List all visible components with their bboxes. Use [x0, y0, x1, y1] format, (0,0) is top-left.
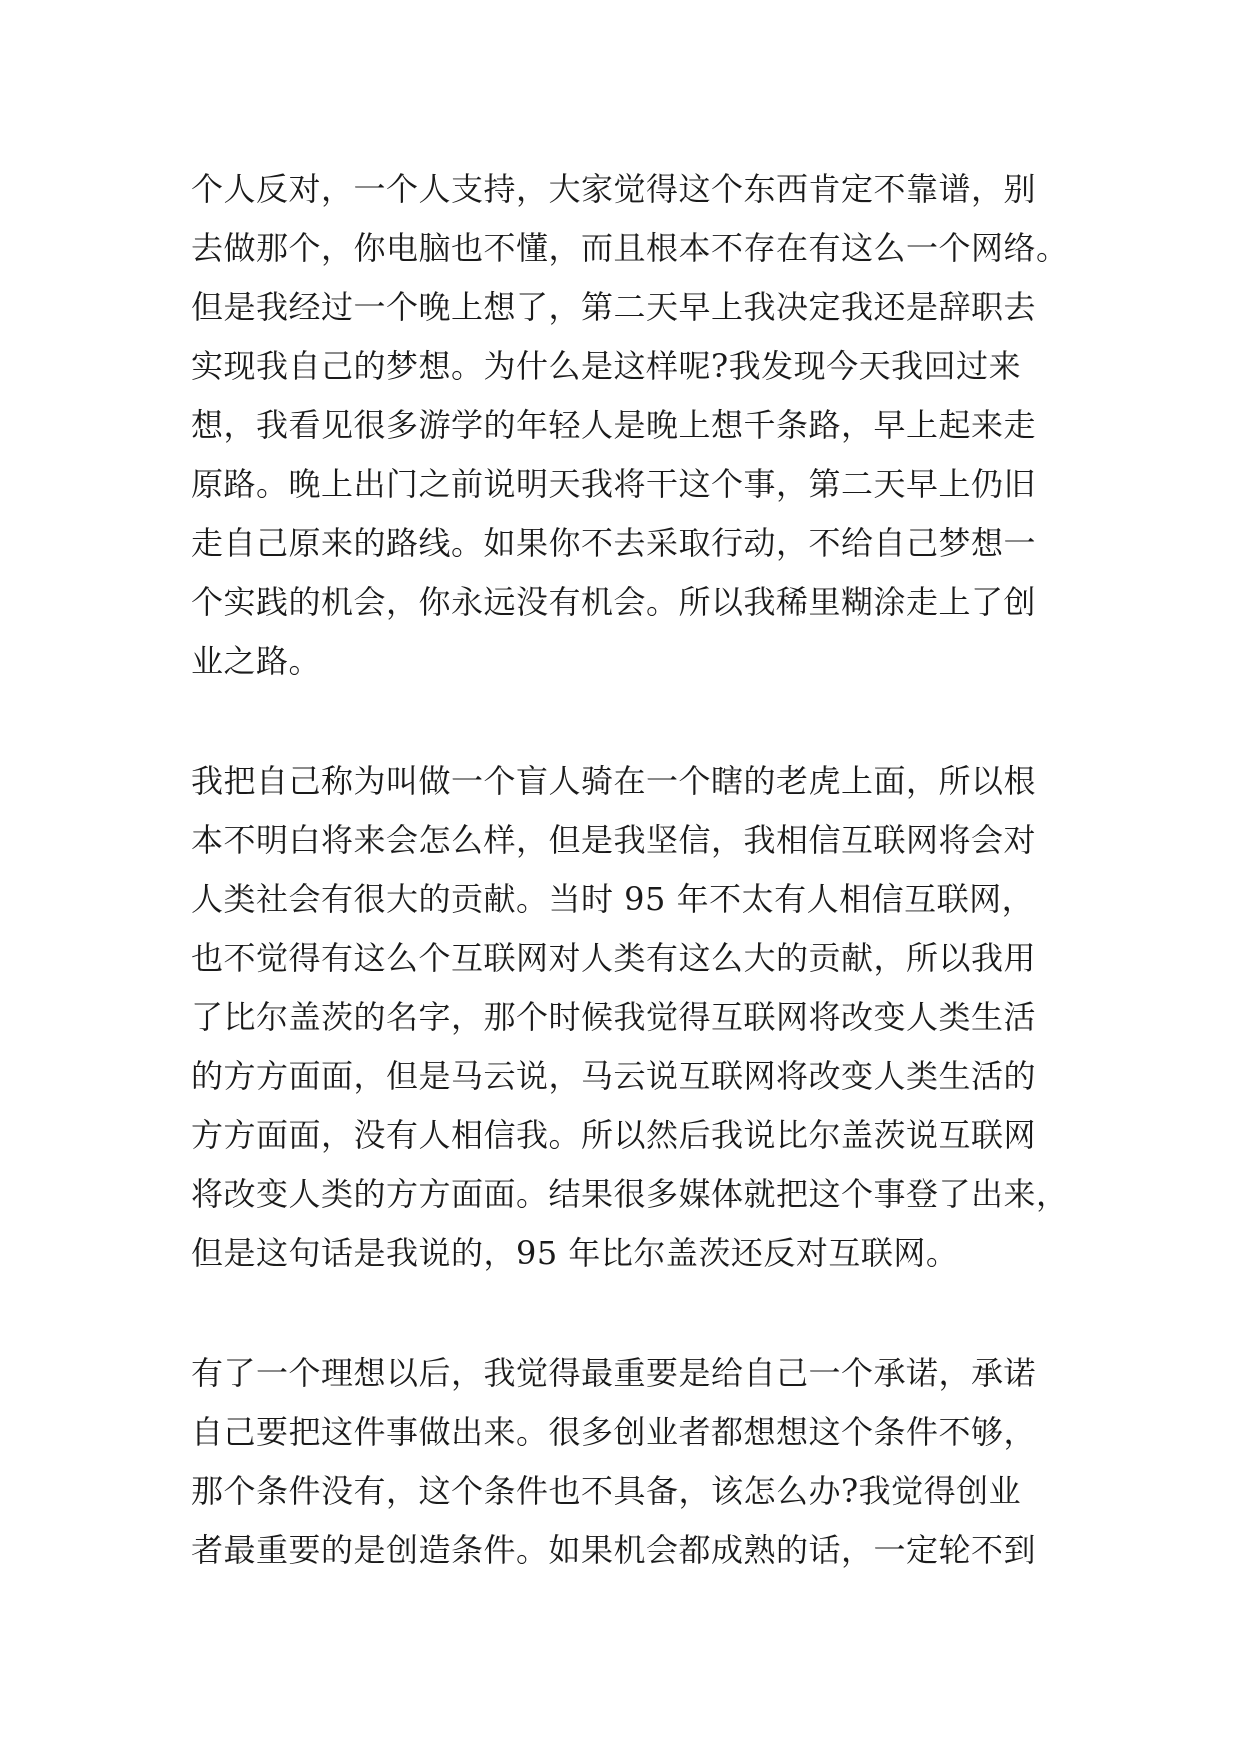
paragraph-gap	[191, 691, 1071, 752]
text-line: 也不觉得有这么个互联网对人类有这么大的贡献，所以我用	[191, 939, 1037, 977]
text-line: 走自己原来的路线。如果你不去采取行动，不给自己梦想一	[191, 524, 1037, 562]
text-line: 个人反对，一个人支持，大家觉得这个东西肯定不靠谱，别	[191, 170, 1037, 208]
text-line: 将改变人类的方方面面。结果很多媒体就把这个事登了出来，	[191, 1175, 1069, 1213]
paragraph-2	[191, 752, 1071, 1283]
text-line: 了比尔盖茨的名字，那个时候我觉得互联网将改变人类生活	[191, 998, 1037, 1036]
text-line: 个实践的机会，你永远没有机会。所以我稀里糊涂走上了创	[191, 583, 1037, 621]
document-body	[191, 160, 1071, 1580]
text-line: 业之路。	[191, 642, 322, 680]
text-line: 本不明白将来会怎么样，但是我坚信，我相信互联网将会对	[191, 821, 1037, 859]
text-line: 有了一个理想以后，我觉得最重要是给自己一个承诺，承诺	[191, 1354, 1037, 1392]
text-line: 自己要把这件事做出来。很多创业者都想想这个条件不够，	[191, 1413, 1037, 1451]
text-line: 人类社会有很大的贡献。当时 95 年不太有人相信互联网，	[191, 880, 1035, 918]
paragraph-gap	[191, 1283, 1071, 1344]
text-line: 者最重要的是创造条件。如果机会都成熟的话，一定轮不到	[191, 1531, 1037, 1569]
text-line: 的方方面面，但是马云说，马云说互联网将改变人类生活的	[191, 1057, 1037, 1095]
text-line: 原路。晚上出门之前说明天我将干这个事，第二天早上仍旧	[191, 465, 1037, 503]
text-line: 那个条件没有，这个条件也不具备，该怎么办?我觉得创业	[191, 1472, 1022, 1510]
text-line: 方方面面，没有人相信我。所以然后我说比尔盖茨说互联网	[191, 1116, 1037, 1154]
text-line: 实现我自己的梦想。为什么是这样呢?我发现今天我回过来	[191, 347, 1022, 385]
text-line: 去做那个，你电脑也不懂，而且根本不存在有这么一个网络。	[191, 229, 1069, 267]
text-line: 但是这句话是我说的，95 年比尔盖茨还反对互联网。	[191, 1234, 959, 1272]
text-line: 但是我经过一个晚上想了，第二天早上我决定我还是辞职去	[191, 288, 1037, 326]
text-line: 我把自己称为叫做一个盲人骑在一个瞎的老虎上面，所以根	[191, 762, 1037, 800]
paragraph-3	[191, 1344, 1071, 1580]
text-line: 想，我看见很多游学的年轻人是晚上想千条路，早上起来走	[191, 406, 1037, 444]
paragraph-1	[191, 160, 1071, 691]
